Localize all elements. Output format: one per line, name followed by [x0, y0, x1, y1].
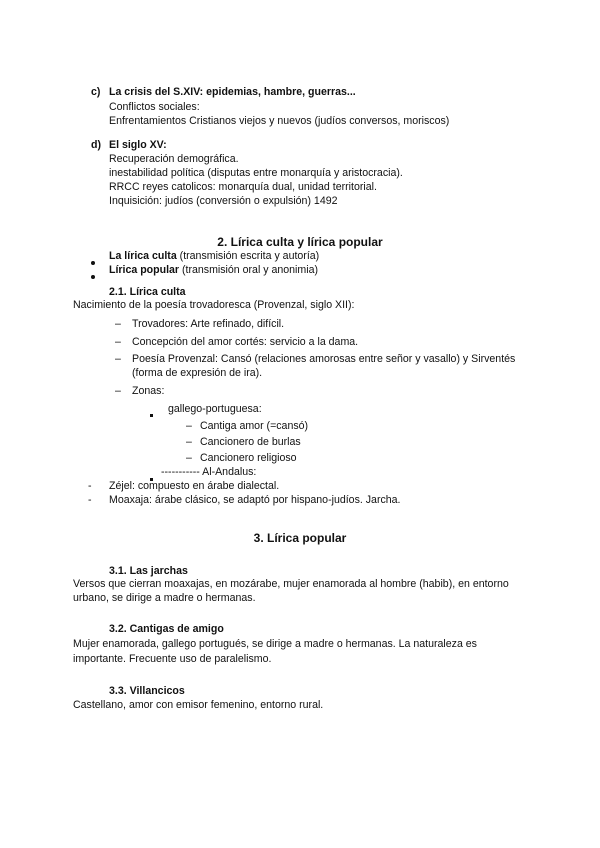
section-d-line: Inquisición: judíos (conversión o expulsión) 1492	[109, 195, 338, 207]
section-c-title: La crisis del S.XIV: epidemias, hambre, guerras...	[109, 86, 356, 98]
section-d-line: inestabilidad política (disputas entre monarquía y aristocracia).	[109, 167, 403, 179]
dash-icon: –	[115, 336, 121, 348]
list-item: Concepción del amor cortés: servicio a la dama.	[132, 336, 359, 348]
subheading-2-1: 2.1. Lírica culta	[109, 286, 186, 298]
heading-2: 2. Lírica culta y lírica popular	[217, 235, 383, 249]
zone-item: gallego-portuguesa:	[168, 403, 262, 415]
section-c-marker: c)	[91, 86, 101, 98]
zone-sub-item: Cantiga amor (=cansó)	[200, 420, 309, 432]
section-c-line: Enfrentamientos Cristianos viejos y nuevos (judíos conversos, moriscos)	[109, 115, 450, 127]
subheading-3-3: 3.3. Villancicos	[109, 685, 185, 697]
subheading-3-2: 3.2. Cantigas de amigo	[109, 623, 224, 635]
zone-item: ----------- Al-Andalus:	[161, 466, 257, 478]
dash-icon: –	[115, 318, 121, 330]
list-item-cont: (forma de expresión de ira).	[132, 367, 263, 379]
andalus-item: Zéjel: compuesto en árabe dialectal.	[109, 480, 280, 492]
paragraph-line: Castellano, amor con emisor femenino, entorno rural.	[73, 699, 324, 711]
section-d-marker: d)	[91, 139, 101, 151]
dash-icon: -	[88, 480, 92, 492]
andalus-item: Moaxaja: árabe clásico, se adaptó por hispano-judíos. Jarcha.	[109, 494, 401, 506]
dash-icon: -	[88, 494, 92, 506]
dash-icon: –	[186, 436, 192, 448]
list-item: Zonas:	[132, 385, 165, 397]
intro-text: Nacimiento de la poesía trovadoresca (Provenzal, siglo XII):	[73, 299, 355, 311]
section-c-line: Conflictos sociales:	[109, 101, 200, 113]
bullet-rest: (transmisión oral y anonimia)	[179, 264, 319, 276]
zone-sub-item: Cancionero religioso	[200, 452, 297, 464]
zone-sub-item: Cancionero de burlas	[200, 436, 301, 448]
bullet-icon	[91, 268, 95, 284]
bullet-bold: Lírica popular	[109, 264, 180, 276]
section-d-line: RRCC reyes catolicos: monarquía dual, unidad territorial.	[109, 181, 377, 193]
dash-icon: –	[186, 420, 192, 432]
square-bullet-icon	[150, 406, 153, 422]
list-item: Trovadores: Arte refinado, difícil.	[132, 318, 285, 330]
bullet-rest: (transmisión escrita y autoría)	[176, 250, 320, 262]
paragraph-line: Mujer enamorada, gallego portugués, se dirige a madre o hermanas. La naturaleza es	[73, 638, 477, 650]
subheading-3-1: 3.1. Las jarchas	[109, 565, 188, 577]
dash-icon: –	[115, 385, 121, 397]
paragraph-line: importante. Frecuente uso de paralelismo.	[73, 653, 272, 665]
section-d-title: El siglo XV:	[109, 139, 167, 151]
bullet-bold: La lírica culta	[109, 250, 177, 262]
dash-icon: –	[186, 452, 192, 464]
list-item: Poesía Provenzal: Cansó (relaciones amorosas entre señor y vasallo) y Sirventés	[132, 353, 516, 365]
dash-icon: –	[115, 353, 121, 365]
heading-3: 3. Lírica popular	[253, 531, 347, 545]
section-d-line: Recuperación demográfica.	[109, 153, 239, 165]
paragraph-line: urbano, se dirige a madre o hermanas.	[73, 592, 256, 604]
bullet-item	[109, 262, 318, 278]
paragraph-line: Versos que cierran moaxajas, en mozárabe, mujer enamorada al hombre (habib), en entorno	[73, 578, 509, 590]
